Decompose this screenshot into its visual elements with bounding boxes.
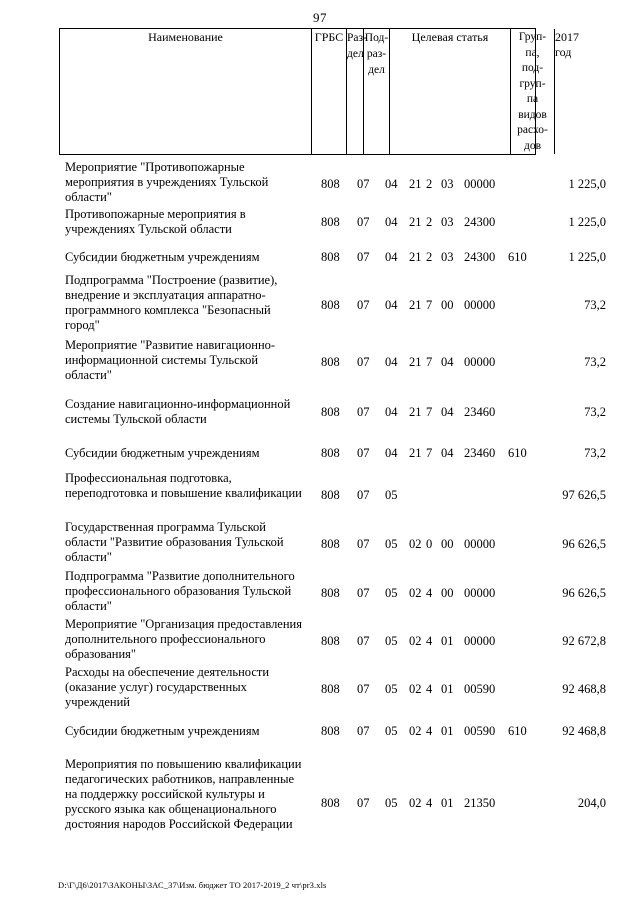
row-direction-code: 00000 [464,634,496,648]
row-sum: 1 225,0 [568,177,606,191]
row-name: Мероприятия по повышению квалификации педагогических работников, направленные на поддержку российской культуры и русского языка как общенационального достояния народов Российской Федерации [65,757,302,831]
row-razdel: 07 [357,634,370,648]
row-direction-code: 21350 [464,796,496,810]
row-razdel: 07 [357,215,370,229]
row-event-code: 03 [441,215,454,229]
header-podrazdel: Под- раз- дел [364,29,390,154]
row-subprogram-code: 7 [426,446,433,460]
header-target-article: Целевая статья [390,29,511,154]
row-razdel: 07 [357,796,370,810]
row-podrazdel: 04 [385,250,398,264]
row-grbs: 808 [321,177,340,191]
row-grbs: 808 [321,405,340,419]
row-program-code: 02 [409,682,422,696]
row-program-code: 21 [409,405,422,419]
row-program-code: 02 [409,724,422,738]
row-subprogram-code: 7 [426,298,433,312]
row-podrazdel: 05 [385,796,398,810]
row-razdel: 07 [357,298,370,312]
row-podrazdel: 04 [385,405,398,419]
row-razdel: 07 [357,682,370,696]
row-direction-code: 00000 [464,177,496,191]
row-event-code: 04 [441,355,454,369]
row-subprogram-code: 0 [426,537,433,551]
row-event-code: 00 [441,537,454,551]
row-razdel: 07 [357,586,370,600]
row-name: Расходы на обеспечение деятельности (оказание услуг) государственных учреждений [65,665,270,709]
row-name: Мероприятие "Противопожарные мероприятия в учреждениях Тульской области" [65,160,269,204]
row-grbs: 808 [321,298,340,312]
row-direction-code: 23460 [464,446,496,460]
row-program-code: 21 [409,177,422,191]
row-subprogram-code: 2 [426,250,433,264]
row-sum: 92 468,8 [562,682,606,696]
row-sum: 1 225,0 [568,215,606,229]
row-grbs: 808 [321,796,340,810]
row-direction-code: 24300 [464,250,496,264]
row-sum: 73,2 [584,446,606,460]
row-program-code: 02 [409,796,422,810]
row-event-code: 03 [441,177,454,191]
row-grbs: 808 [321,724,340,738]
row-event-code: 01 [441,682,454,696]
row-direction-code: 00000 [464,298,496,312]
row-subprogram-code: 4 [426,724,433,738]
row-podrazdel: 05 [385,634,398,648]
row-sum: 73,2 [584,405,606,419]
row-grbs: 808 [321,446,340,460]
row-sum: 73,2 [584,298,606,312]
row-razdel: 07 [357,537,370,551]
row-program-code: 21 [409,446,422,460]
row-subprogram-code: 7 [426,405,433,419]
row-program-code: 02 [409,634,422,648]
row-subprogram-code: 4 [426,796,433,810]
row-direction-code: 00000 [464,537,496,551]
page-number: 97 [313,10,327,25]
row-grbs: 808 [321,682,340,696]
row-grbs: 808 [321,537,340,551]
row-sum: 92 468,8 [562,724,606,738]
header-grbs: ГРБС [312,29,347,154]
row-podrazdel: 05 [385,537,398,551]
row-sum: 73,2 [584,355,606,369]
row-event-code: 00 [441,298,454,312]
row-sum: 97 626,5 [562,488,606,502]
row-event-code: 03 [441,250,454,264]
row-podrazdel: 04 [385,446,398,460]
row-podrazdel: 04 [385,298,398,312]
row-program-code: 21 [409,355,422,369]
row-direction-code: 00000 [464,586,496,600]
row-name: Профессиональная подготовка, переподготовка и повышение квалификации [65,471,302,500]
row-name: Субсидии бюджетным учреждениям [65,724,260,738]
row-event-code: 01 [441,724,454,738]
row-name: Мероприятие "Организация предоставления дополнительного профессионального образования" [65,617,302,661]
row-program-code: 21 [409,250,422,264]
table-header: Наименование ГРБС Раз- дел Под- раз- дел Целевая статья Груп- па, под- груп- па видов расхо- дов 2017 год [59,28,536,155]
row-razdel: 07 [357,250,370,264]
row-program-code: 02 [409,586,422,600]
row-grbs: 808 [321,215,340,229]
row-program-code: 21 [409,215,422,229]
row-event-code: 04 [441,446,454,460]
row-razdel: 07 [357,177,370,191]
header-razdel: Раз- дел [347,29,364,154]
row-name: Создание навигационно-информационной системы Тульской области [65,397,291,426]
row-name: Противопожарные мероприятия в учреждениях Тульской области [65,207,246,236]
row-sum: 96 626,5 [562,537,606,551]
row-razdel: 07 [357,488,370,502]
row-grbs: 808 [321,250,340,264]
row-grbs: 808 [321,586,340,600]
row-name: Подпрограмма "Развитие дополнительного профессионального образования Тульской области" [65,569,295,613]
row-event-code: 04 [441,405,454,419]
row-direction-code: 23460 [464,405,496,419]
row-subprogram-code: 4 [426,682,433,696]
row-razdel: 07 [357,446,370,460]
row-direction-code: 00000 [464,355,496,369]
row-sum: 92 672,8 [562,634,606,648]
row-event-code: 01 [441,634,454,648]
row-podrazdel: 05 [385,586,398,600]
row-subprogram-code: 7 [426,355,433,369]
row-expense-type: 610 [508,446,527,460]
row-event-code: 01 [441,796,454,810]
row-grbs: 808 [321,355,340,369]
row-podrazdel: 04 [385,215,398,229]
row-sum: 96 626,5 [562,586,606,600]
row-podrazdel: 05 [385,682,398,696]
row-direction-code: 00590 [464,724,496,738]
row-direction-code: 24300 [464,215,496,229]
row-grbs: 808 [321,634,340,648]
row-direction-code: 00590 [464,682,496,696]
row-razdel: 07 [357,724,370,738]
row-subprogram-code: 2 [426,177,433,191]
row-sum: 204,0 [577,796,606,810]
row-name: Субсидии бюджетным учреждениям [65,250,260,264]
row-podrazdel: 04 [385,177,398,191]
row-program-code: 02 [409,537,422,551]
row-razdel: 07 [357,355,370,369]
row-podrazdel: 05 [385,724,398,738]
file-path-footer: D:\Г\Д6\2017\ЗАКОНЫ\ЗАС_37\Изм. бюджет ТО 2017-2019_2 чт\pr3.xls [58,880,327,890]
row-podrazdel: 04 [385,355,398,369]
row-subprogram-code: 2 [426,215,433,229]
row-sum: 1 225,0 [568,250,606,264]
header-name: Наименование [60,29,312,154]
header-expense-type: Груп- па, под- груп- па видов расхо- дов [511,29,555,154]
row-name: Подпрограмма "Построение (развитие), внедрение и эксплуатация аппаратно-программного комплекса "Безопасный город" [65,273,278,332]
row-podrazdel: 05 [385,488,398,502]
row-event-code: 00 [441,586,454,600]
row-grbs: 808 [321,488,340,502]
row-subprogram-code: 4 [426,634,433,648]
row-program-code: 21 [409,298,422,312]
row-name: Субсидии бюджетным учреждениям [65,446,260,460]
row-subprogram-code: 4 [426,586,433,600]
row-expense-type: 610 [508,250,527,264]
row-expense-type: 610 [508,724,527,738]
row-name: Мероприятие "Развитие навигационно-информационной системы Тульской области" [65,338,276,382]
row-razdel: 07 [357,405,370,419]
row-name: Государственная программа Тульской области "Развитие образования Тульской области" [65,520,284,564]
